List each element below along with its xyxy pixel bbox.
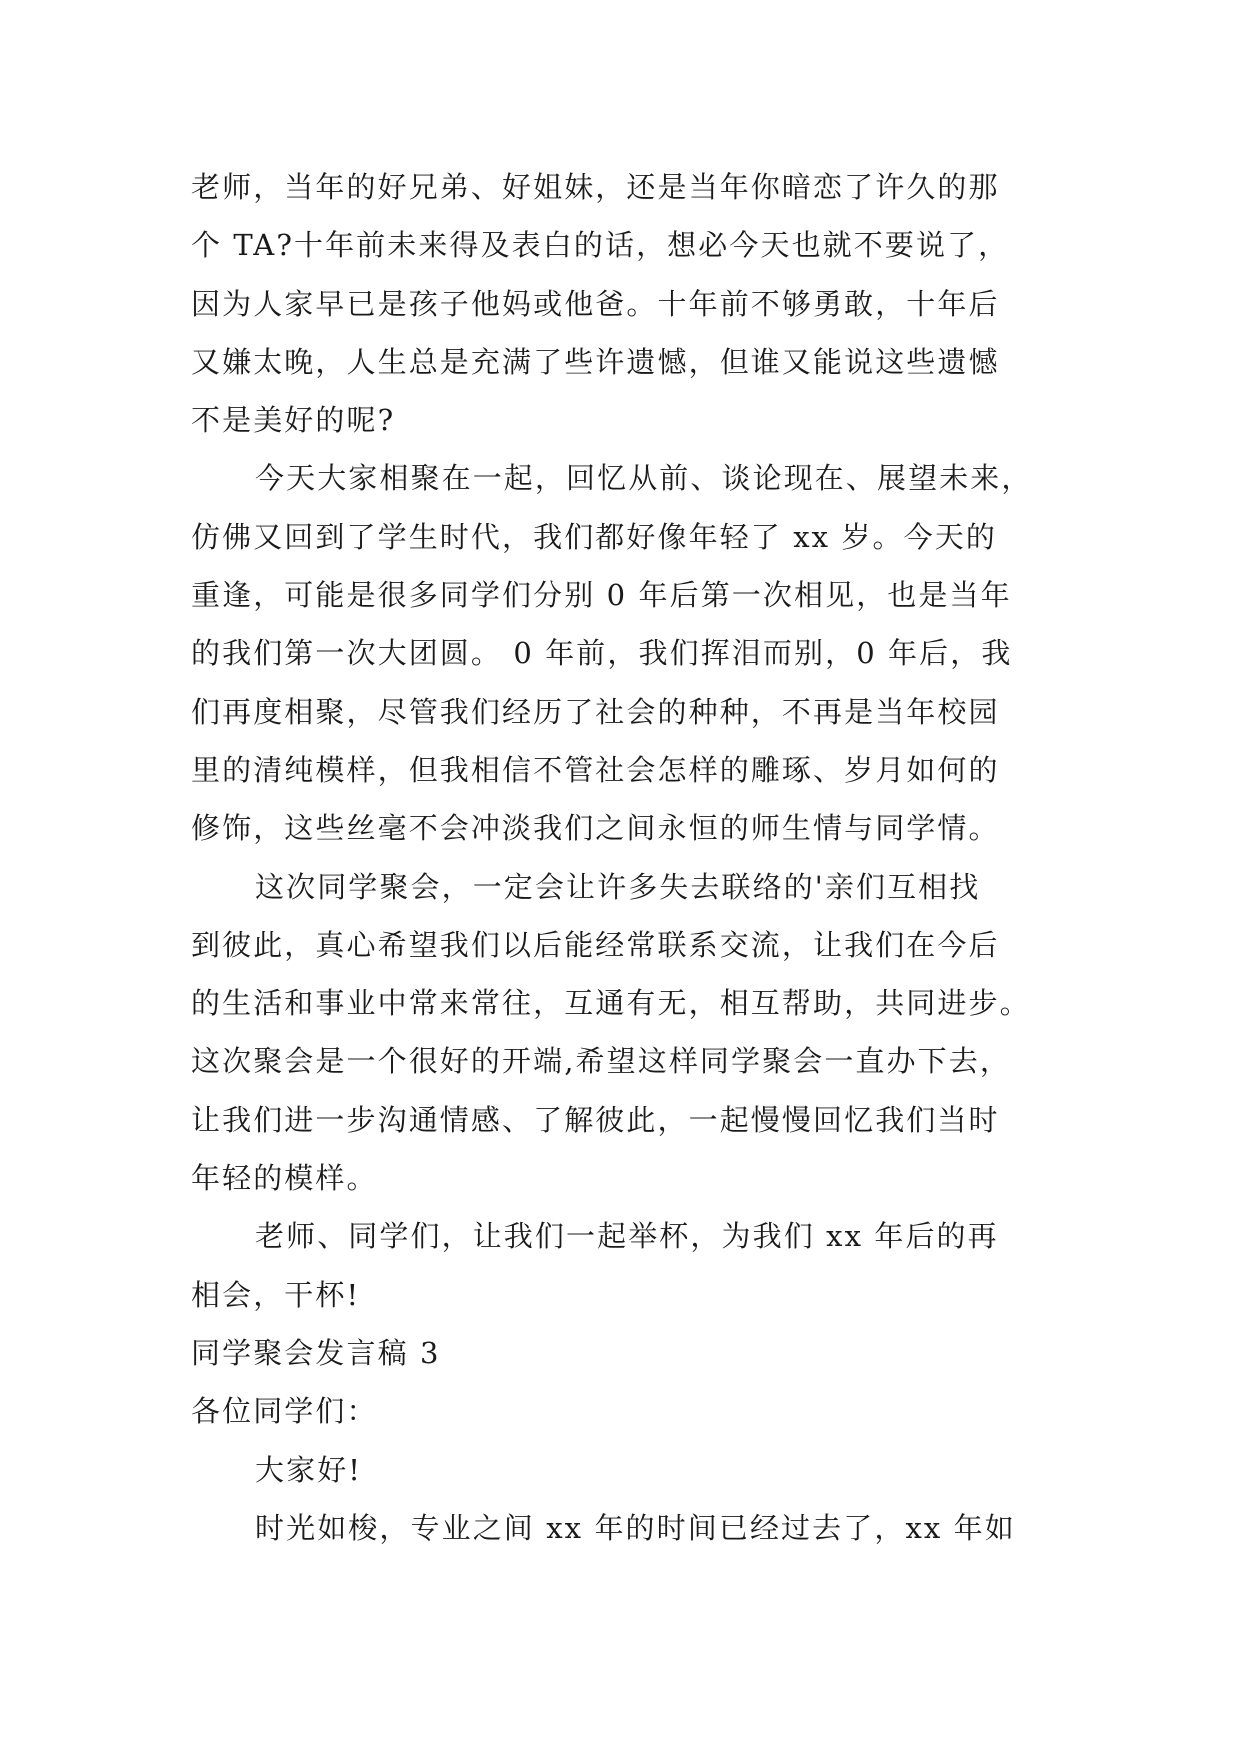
text-line: 让我们进一步沟通情感、了解彼此，一起慢慢回忆我们当时	[191, 1102, 1000, 1137]
text-line: 的我们第一次大团圆。 0 年前，我们挥泪而别，0 年后，我	[191, 636, 1013, 671]
document-body	[191, 158, 1051, 1557]
text-line: 仿佛又回到了学生时代，我们都好像年轻了 xx 岁。今天的	[191, 519, 997, 554]
text-line: 到彼此，真心希望我们以后能经常联系交流，让我们在今后	[191, 927, 1000, 962]
paragraph-start-line: 今天大家相聚在一起，回忆从前、谈论现在、展望未来，	[255, 461, 1033, 496]
text-line: 个 TA?十年前未来得及表白的话，想必今天也就不要说了，	[191, 228, 1010, 263]
text-line: 修饰，这些丝毫不会冲淡我们之间永恒的师生情与同学情。	[191, 811, 1000, 846]
salutation: 各位同学们：	[191, 1394, 378, 1429]
section-heading: 同学聚会发言稿 3	[191, 1335, 441, 1370]
text-line: 因为人家早已是孩子他妈或他爸。十年前不够勇敢，十年后	[191, 286, 1000, 321]
text-line: 重逢，可能是很多同学们分别 0 年后第一次相见，也是当年	[191, 578, 1012, 613]
text-line: 又嫌太晚，人生总是充满了些许遗憾，但谁又能说这些遗憾	[191, 344, 1000, 379]
text-line: 这次聚会是一个很好的开端,希望这样同学聚会一直办下去，	[191, 1044, 1011, 1079]
text-line: 年轻的模样。	[191, 1161, 378, 1196]
greeting: 大家好!	[255, 1452, 363, 1487]
text-line: 里的清纯模样，但我相信不管社会怎样的雕琢、岁月如何的	[191, 752, 1000, 787]
paragraph-start-line: 时光如梭，专业之间 xx 年的时间已经过去了，xx 年如	[255, 1510, 1016, 1545]
text-line: 相会，干杯!	[191, 1277, 361, 1312]
text-line: 的生活和事业中常来常往，互通有无，相互帮助，共同进步。	[191, 986, 1031, 1021]
text-line: 们再度相聚，尽管我们经历了社会的种种，不再是当年校园	[191, 694, 1000, 729]
text-line: 不是美好的呢?	[191, 403, 396, 438]
text-line: 老师，当年的好兄弟、好姐妹，还是当年你暗恋了许久的那	[191, 170, 1000, 204]
paragraph-start-line: 这次同学聚会，一定会让许多失去联络的'亲们互相找	[255, 869, 981, 904]
paragraph-start-line: 老师、同学们，让我们一起举杯，为我们 xx 年后的再	[255, 1219, 999, 1254]
